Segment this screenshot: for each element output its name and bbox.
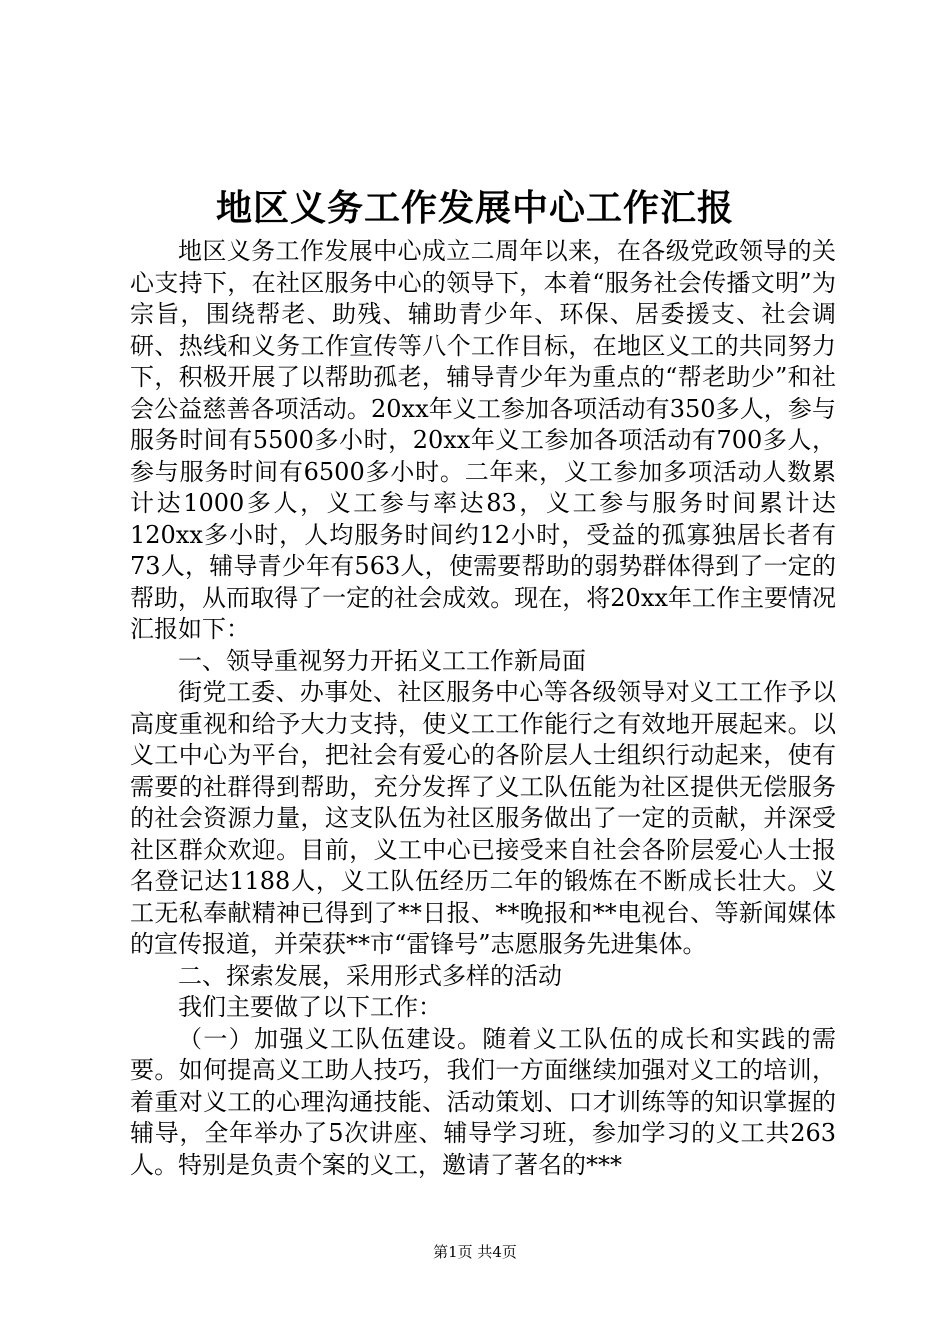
section-heading-2: 二、探索发展，采用形式多样的活动 [178,961,562,990]
paragraph-section-1: 街党工委、办事处、社区服务中心等各级领导对义工工作予以高度重视和给予大力支持，使义工工作能行之有效地开展起来。以义工中心为平台，把社会有爱心的各阶层人士组织行动起来，使有需要的社群得到帮助，充分发挥了义工队伍能为社区提供无偿服务的社会资源力量，这支队伍为社区服务做出了一定的贡献，并深受社区群众欢迎。目前，义工中心已接受来自社会各阶层爱心人士报名登记达1188人，义工队伍经历二年的锻炼在不断成长壮大。义工无私奉献精神已得到了**日报、**晚报和**电视台、等新闻媒体的宣传报道，并荣获**市“雷锋号”志愿服务先进集体。 [130,678,836,958]
document-body [130,236,836,1181]
paragraph-work-intro: 我们主要做了以下工作： [178,993,442,1021]
paragraph-item-1: （一）加强义工队伍建设。随着义工队伍的成长和实践的需要。如何提高义工助人技巧，我们一方面继续加强对义工的培训，着重对义工的心理沟通技能、活动策划、口才训练等的知识掌握的辅导，全年举办了5次讲座、辅导学习班，参加学习的义工共263人。特别是负责个案的义工，邀请了著名的*** [130,1024,836,1179]
document-title: 地区义务工作发展中心工作汇报 [215,187,734,229]
section-heading-1: 一、领导重视努力开拓义工工作新局面 [178,646,586,675]
paragraph-intro: 地区义务工作发展中心成立二周年以来，在各级党政领导的关心支持下，在社区服务中心的领导下，本着“服务社会传播文明”为宗旨，围绕帮老、助残、辅助青少年、环保、居委援支、社会调研、热线和义务工作宣传等八个工作目标，在地区义工的共同努力下，积极开展了以帮助孤老，辅导青少年为重点的“帮老助少”和社会公益慈善各项活动。20xx年义工参加各项活动有350多人，参与服务时间有5500多小时，20xx年义工参加各项活动有700多人，参与服务时间有6500多小时。二年来，义工参加多项活动人数累计达1000多人，义工参与率达83，义工参与服务时间累计达120xx多小时，人均服务时间约12小时，受益的孤寡独居长者有73人，辅导青少年有563人，使需要帮助的弱势群体得到了一定的帮助，从而取得了一定的社会成效。现在，将20xx年工作主要情况汇报如下： [130,237,836,643]
page-footer: 第1页 共4页 [433,1243,517,1261]
